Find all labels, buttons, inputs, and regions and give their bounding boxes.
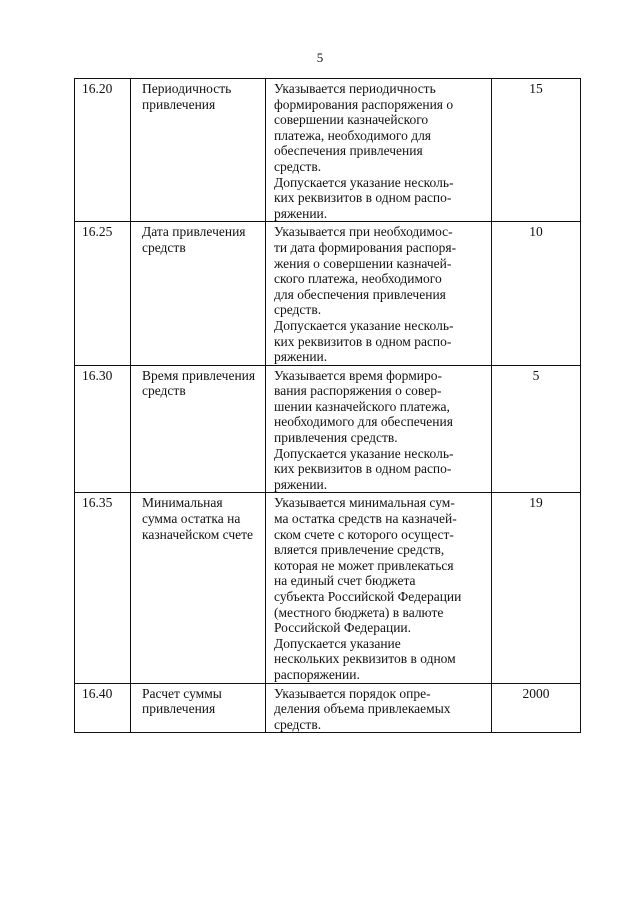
table-row — [75, 493, 581, 683]
table-row — [75, 683, 581, 733]
requisites-table — [74, 78, 581, 733]
requisites-table-body — [75, 79, 581, 733]
requisite-description — [266, 79, 492, 222]
table-row — [75, 222, 581, 365]
description-paragraph: Указывается при необходимос- ти дата формирования распоря- жения о совершении казначей- ского платежа, необходимого для обеспечения привлечения средств. — [274, 224, 457, 318]
description-paragraph: Указывается минимальная сум- ма остатка средств на казначей- ском счете с которого осущест- вляется привлечение средств, которая не может привлекаться на единый счет бюджета субъекта Российской Федерации (местного бюджета) в валюте Российской Федерации. — [274, 495, 462, 636]
description-paragraph: Указывается порядок опре- деления объема привлекаемых средств. — [274, 685, 451, 732]
requisite-code: 16.20 — [75, 79, 131, 222]
description-paragraph: Допускается указание нескольких реквизитов в одном распоряжении. — [274, 635, 456, 682]
requisite-description — [266, 493, 492, 683]
requisite-name-text: Время привлечения средств — [142, 367, 256, 399]
requisite-length: 15 — [492, 79, 581, 222]
requisite-code: 16.30 — [75, 365, 131, 493]
requisite-name — [131, 365, 266, 493]
description-paragraph: Допускается указание несколь- ких реквизитов в одном распо- ряжении. — [274, 445, 454, 492]
description-paragraph: Допускается указание несколь- ких реквизитов в одном распо- ряжении. — [274, 174, 454, 221]
requisite-name-text: Дата привлечения средств — [142, 224, 246, 255]
requisite-name — [131, 222, 266, 365]
table-row — [75, 365, 581, 493]
requisite-name — [131, 79, 266, 222]
table-row — [75, 79, 581, 222]
description-paragraph: Указывается периодичность формирования распоряжения о совершении казначейского платежа, необходимого для обеспечения привлечения средств. — [274, 81, 454, 174]
requisite-length: 10 — [492, 222, 581, 365]
requisite-name-text: Расчет суммы привлечения — [142, 685, 222, 717]
requisite-length: 5 — [492, 365, 581, 493]
requisite-code: 16.25 — [75, 222, 131, 365]
requisite-length: 19 — [492, 493, 581, 683]
requisite-description — [266, 683, 492, 733]
description-paragraph: Указывается время формиро- вания распоряжения о совер- шении казначейского платежа, необходимого для обеспечения привлечения средств. — [274, 367, 453, 446]
requisite-name-text: Минимальная сумма остатка на казначейском счете — [142, 495, 254, 542]
requisite-code: 16.35 — [75, 493, 131, 683]
requisite-description — [266, 365, 492, 493]
requisite-code: 16.40 — [75, 683, 131, 733]
requisite-length: 2000 — [492, 683, 581, 733]
requisite-name — [131, 683, 266, 733]
requisite-name — [131, 493, 266, 683]
requisite-description — [266, 222, 492, 365]
page-number: 5 — [316, 50, 324, 65]
description-paragraph: Допускается указание несколь- ких реквизитов в одном распо- ряжении. — [274, 317, 454, 365]
requisite-name-text: Периодичность привлечения — [142, 81, 232, 112]
